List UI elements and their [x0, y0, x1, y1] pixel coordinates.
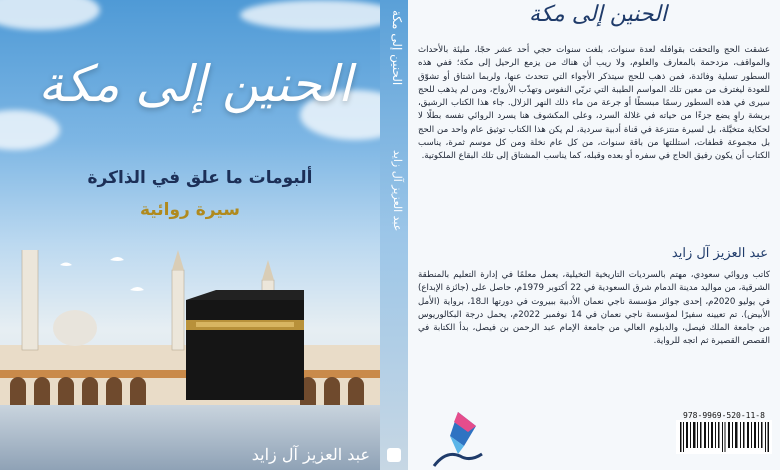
- back-title: الحنين إلى مكة: [529, 2, 667, 27]
- spine-title: الحنين إلى مكة: [390, 10, 404, 86]
- isbn-text: 978-9969-520-11-8: [683, 411, 765, 420]
- front-subtitle: ألبومات ما علق في الذاكرة: [87, 168, 313, 188]
- front-cover: [0, 0, 380, 470]
- spine: [380, 0, 408, 470]
- cloud: [240, 0, 380, 30]
- back-blurb: عشقت الحج والتحقت بقوافله لعدة سنوات، بلغت سنوات حجي أحد عشر حجًا، مليئة بالأحداث والمواقف، مزدحمة بالمعارف والعلوم، ولا ريب أن هناك من يزمع الرحيل إلى مكة؛ ففي هذه السطور تسلية وفائدة، فمن ذهب للحج سيتذكر الأجواء التي تتحدث عنها، ولربما اشتاق أو تشوّق للعودة ليغترف من معين تلك المواسم الطيبة التي تربّي النفوس وتهذّب الأرواح، ومن لم يذهب للحج سيرى في هذه السطور رسمًا مبسطًا أو جرعة من ماء ذلك النهر الزلال. جاء هذا الكتاب الرشيق، بريشة راوٍ يضع جزءًا من حياته في غلالة السرد، وعلى المكشوف هنا يسرد الروائي نفسه بطلًا لا لحكاية متخيَّلة، بل لسيرة منتزعة في قناة أدبية سردية، لم يكن هذا الكتاب توثيق عام واحد من الحج بل مجموعة قطفات، استللتها من باقة سنوات، من كل عام نخلة ومن كل موسم ثمرة، يناسب الكتاب أن يكون رفيق الحاج في سفره أو بعده وقبله، كما يناسب المشتاق إلى تلك البقاع الملكوتية.: [418, 45, 770, 162]
- spine-author: عبد العزيز آل زايد: [391, 150, 404, 232]
- publisher-logo-icon: [387, 448, 401, 462]
- front-genre: سيرة روائية: [140, 200, 240, 220]
- front-author: عبد العزيز آل زايد: [251, 445, 370, 464]
- front-title: الحنين إلى مكة: [38, 55, 352, 113]
- publisher-logo-icon: [428, 408, 488, 470]
- author-bio: كاتب وروائي سعودي، مهتم بالسرديات التاريخية التخيلية، يعمل معلمًا في إدارة التعليم بالمنطقة الشرقية، من مواليد مدينة الدمام شرق السعودية في 22 أكتوبر 1979م، حاصل على (جائزة الإبداع) في يوليو 2020م، إحدى جوائز مؤسسة ناجي نعمان الأدبية ببيروت في دورتها الـ18، برواية (الأمل الأبيض). تم تعيينه سفيرًا لمؤسسة ناجي نعمان في 14 نوفمبر 2022م، يحمل درجة البكالوريوس من جامعة الملك فيصل، والدبلوم العالي من جامعة الإمام عبد الرحمن بن فيصل، بدأ الكتابة في القصص القصيرة ثم اتجه للرواية.: [418, 270, 770, 347]
- barcode: [676, 420, 772, 454]
- author-name: عبد العزيز آل زايد: [671, 246, 768, 261]
- cloud: [0, 0, 100, 30]
- mecca-scene: [0, 250, 380, 470]
- cloud: [0, 110, 60, 150]
- back-cover: [408, 0, 780, 470]
